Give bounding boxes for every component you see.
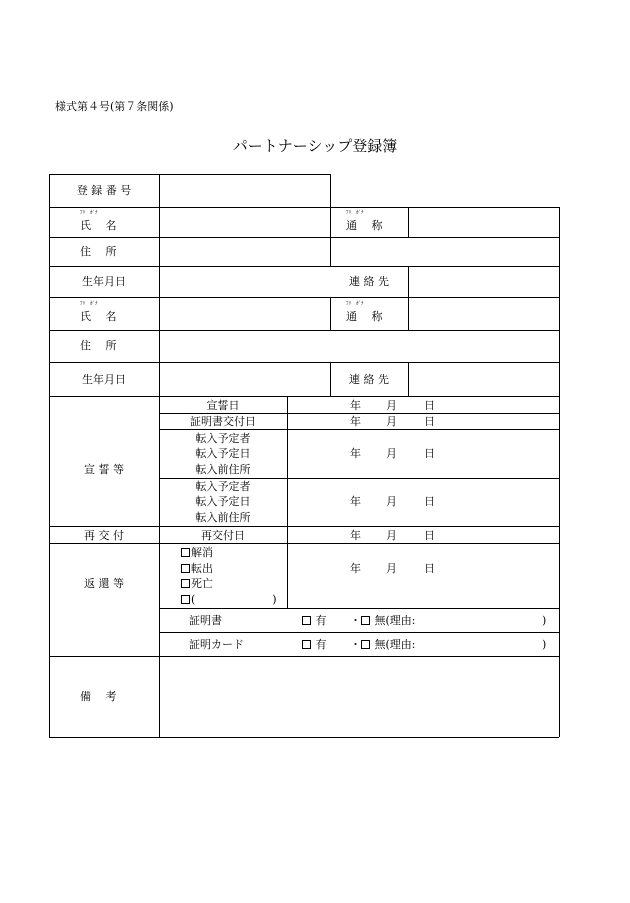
alias-label: 通 称 (346, 219, 383, 232)
certificate-none-checkbox[interactable]: ・ 無(理由: (350, 614, 416, 627)
checkbox-icon (181, 595, 190, 604)
address-label: 住 所 (80, 245, 117, 258)
page-title: パートナーシップ登録簿 (232, 137, 398, 155)
checkbox-icon (302, 640, 311, 649)
name-label: 氏 名 (80, 310, 117, 323)
birth-date-label: 生年月日 (82, 275, 126, 288)
certificate-has-checkbox[interactable]: 有 (302, 615, 327, 626)
card-has-checkbox[interactable]: 有 (302, 639, 327, 650)
prev-address-label: 転入前住所 (195, 463, 251, 476)
close-paren: ) (542, 614, 547, 627)
contact-label: 連 絡 先 (349, 275, 389, 288)
card-label: 証明カード (189, 638, 244, 651)
prev-address-label: 転入前住所 (195, 511, 251, 524)
alias-furigana-label: ﾌﾘ ｶﾞﾅ (346, 210, 364, 216)
contact-label: 連 絡 先 (349, 373, 389, 386)
move-person-label: 転入予定者 (195, 480, 251, 493)
birth-date-label: 生年月日 (82, 373, 126, 386)
name-furigana-label: ﾌﾘ ｶﾞﾅ (80, 210, 98, 216)
card-none-checkbox[interactable]: ・ 無(理由: (350, 638, 416, 651)
name-furigana-label: ﾌﾘ ｶﾞﾅ (80, 301, 98, 307)
close-paren: ) (542, 638, 547, 651)
name-label: 氏 名 (80, 219, 117, 232)
alias-label: 通 称 (346, 310, 383, 323)
checkbox-icon (181, 564, 190, 573)
registration-number-label: 登 録 番 号 (76, 184, 132, 197)
oath-section-label: 宣 誓 等 (84, 463, 124, 476)
address-label: 住 所 (80, 339, 117, 352)
return-section-label: 返 還 等 (84, 577, 124, 590)
oath-date-label: 宣誓日 (206, 399, 240, 412)
alias-furigana-label: ﾌﾘ ｶﾞﾅ (346, 301, 364, 307)
checkbox-icon (361, 640, 370, 649)
remarks-label: 備 考 (80, 690, 117, 703)
checkbox-icon (181, 579, 190, 588)
move-date-label: 転入予定日 (195, 447, 251, 460)
checkbox-move-out[interactable]: 転出 (181, 563, 213, 574)
reissue-date-label: 再交付日 (201, 529, 245, 542)
checkbox-dissolution[interactable]: 解消 (181, 547, 213, 558)
cert-issue-date-label: 証明書交付日 (190, 415, 256, 428)
move-person-label: 転入予定者 (195, 432, 251, 445)
checkbox-icon (181, 548, 190, 557)
checkbox-icon (361, 616, 370, 625)
move-date-label: 転入予定日 (195, 495, 251, 508)
form-number-label: 様式第４号(第７条関係) (55, 100, 174, 113)
checkbox-death[interactable]: 死亡 (181, 578, 213, 589)
certificate-label: 証明書 (189, 614, 222, 627)
checkbox-other[interactable]: ( ) (181, 594, 277, 605)
checkbox-icon (302, 616, 311, 625)
reissue-label: 再 交 付 (84, 529, 124, 542)
